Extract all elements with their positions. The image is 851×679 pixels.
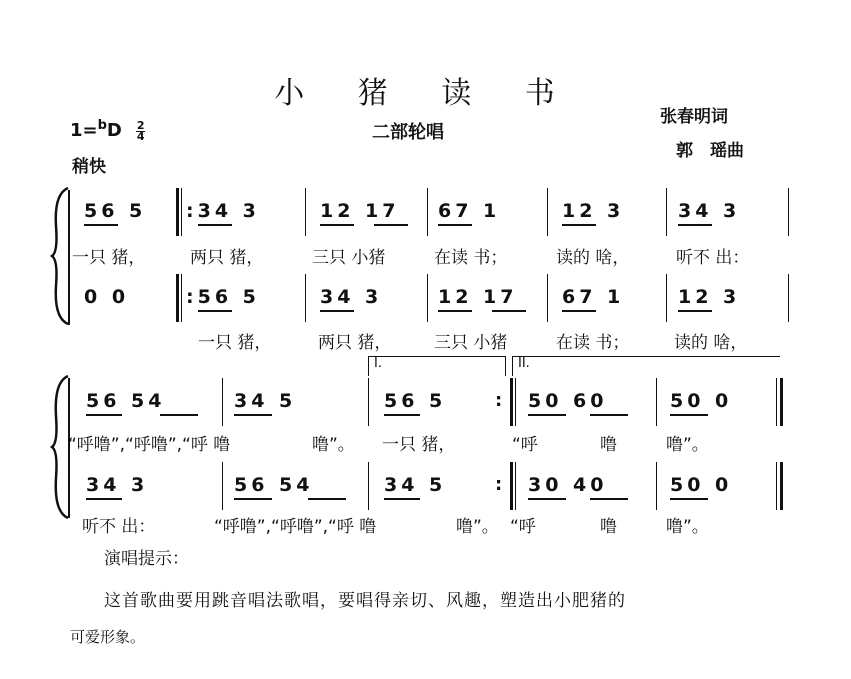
- measure-notes: 56 5: [384, 390, 447, 412]
- lyric: 三只 小猪: [434, 333, 508, 353]
- measure-notes: 12 17: [438, 286, 518, 308]
- measure-notes: 34 5: [384, 474, 447, 496]
- performance-hint-text: 这首歌曲要用跳音唱法歌唱，要唱得亲切、风趣，塑造出小肥猪的: [104, 591, 626, 611]
- lyric: 在读 书；: [434, 248, 508, 268]
- measure-notes: 30 40: [528, 474, 608, 496]
- lyric: 听不 出：: [82, 517, 156, 537]
- key-prefix: 1=: [70, 120, 98, 141]
- system-brace: [50, 186, 70, 326]
- measure-notes: 34 5: [234, 390, 297, 412]
- volta-2: II.: [518, 356, 530, 371]
- performance-hint-text-continued: 可爱形象。: [70, 628, 146, 646]
- key-note: D: [106, 120, 122, 141]
- lyric: 噜”。: [666, 517, 709, 537]
- lyric: 在读 书；: [556, 333, 630, 353]
- lyric: 听不 出：: [676, 248, 750, 268]
- volta-1: I.: [374, 356, 382, 371]
- lyric: 噜”。: [666, 435, 709, 455]
- measure-notes: 56 5: [84, 200, 147, 222]
- performance-hint-label: 演唱提示：: [104, 549, 189, 569]
- measure-notes: 34 3: [86, 474, 149, 496]
- measure-notes: 0 0: [84, 286, 130, 308]
- tempo-marking: 稍快: [72, 157, 106, 177]
- measure-notes: 50 60: [528, 390, 608, 412]
- lyric: “呼: [510, 517, 536, 537]
- lyric: 读的 啥，: [556, 248, 630, 268]
- lyric: 噜”。: [312, 435, 355, 455]
- measure-notes: 67 1: [562, 286, 625, 308]
- lyric: 两只 猪，: [190, 248, 264, 268]
- measure-notes: :34 3: [186, 200, 260, 222]
- subtitle: 二部轮唱: [372, 122, 444, 143]
- lyric: 一只 猪，: [72, 248, 146, 268]
- lyric: 两只 猪，: [318, 333, 392, 353]
- lyric: 噜”。: [456, 517, 499, 537]
- key-signature: [70, 118, 145, 142]
- time-signature: [136, 118, 145, 143]
- measure-notes: 67 1: [438, 200, 501, 222]
- system-brace: [50, 374, 70, 520]
- measure-notes: 12 3: [678, 286, 741, 308]
- measure-notes: 50 0: [670, 474, 733, 496]
- time-top: 2: [136, 118, 145, 132]
- key-flat: b: [97, 118, 107, 133]
- lyric: 噜: [600, 517, 617, 537]
- measure-notes: 12 17: [320, 200, 400, 222]
- lyric: 一只 猪，: [198, 333, 272, 353]
- measure-notes: 34 3: [678, 200, 741, 222]
- lyric: 噜: [600, 435, 617, 455]
- lyric: “呼噜”,“呼噜”,“呼 噜: [214, 517, 377, 537]
- measure-notes: 50 0: [670, 390, 733, 412]
- measure-notes: :56 5: [186, 286, 260, 308]
- lyric: 三只 小猪: [312, 248, 386, 268]
- lyricist: 张春明词: [660, 107, 728, 127]
- time-bottom: 4: [136, 129, 145, 143]
- repeat-sign: :: [495, 390, 503, 411]
- measure-notes: 56 54: [86, 390, 166, 412]
- measure-notes: 56 54: [234, 474, 314, 496]
- lyric: “呼噜”,“呼噜”,“呼 噜: [68, 435, 231, 455]
- measure-notes: 34 3: [320, 286, 383, 308]
- lyric: “呼: [512, 435, 538, 455]
- lyric: 读的 啥，: [674, 333, 748, 353]
- measure-notes: 12 3: [562, 200, 625, 222]
- composer: 郭 瑶曲: [676, 141, 744, 161]
- repeat-sign: :: [495, 474, 503, 495]
- song-title: 小 猪 读 书: [274, 76, 577, 111]
- lyric: 一只 猪，: [382, 435, 456, 455]
